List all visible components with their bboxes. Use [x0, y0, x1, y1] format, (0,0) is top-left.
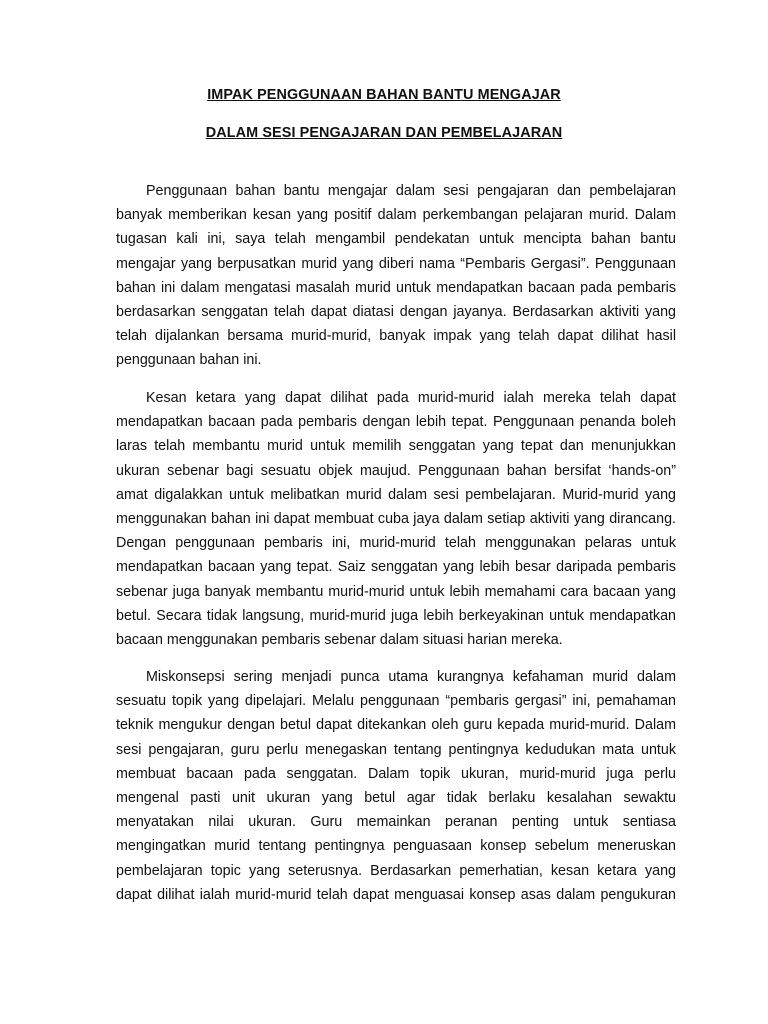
paragraph-line: amat digalakkan untuk melibatkan murid dalam sesi pembelajaran. Murid-murid yang	[116, 486, 676, 503]
paragraph-line: laras telah membantu murid untuk memilih senggatan yang tepat dan menunjukkan	[116, 438, 676, 455]
paragraph-line: mengingatkan murid tentang pentingnya penguasaan konsep sebelum meneruskan	[116, 838, 676, 855]
paragraph-3	[116, 665, 676, 907]
paragraph-line: betul. Secara tidak langsung, murid-murid juga lebih berkeyakinan untuk mendapatkan	[116, 607, 676, 624]
paragraph-line: mengajar yang berpusatkan murid yang diberi nama “Pembaris Gergasi”. Penggunaan	[116, 255, 676, 272]
paragraph-line: menyatakan nilai ukuran. Guru memainkan peranan penting untuk sentiasa	[116, 814, 676, 831]
paragraph-line: Kesan ketara yang dapat dilihat pada murid-murid ialah mereka telah dapat	[146, 390, 676, 406]
document-title-line-2: DALAM SESI PENGAJARAN DAN PEMBELAJARAN	[205, 125, 563, 141]
paragraph-line: teknik mengukur dengan betul dapat ditekankan oleh guru kepada murid-murid. Dalam	[116, 717, 676, 734]
paragraph-line: berdasarkan senggatan telah dapat diatasi dengan jayanya. Berdasarkan aktiviti yang	[116, 303, 676, 320]
paragraph-line: banyak memberikan kesan yang positif dalam perkembangan pelajaran murid. Dalam	[116, 207, 676, 224]
paragraph-line: sebenar juga banyak membantu murid-murid untuk lebih memahami cara bacaan yang	[116, 583, 676, 600]
paragraph-line: Penggunaan bahan bantu mengajar dalam sesi pengajaran dan pembelajaran	[146, 183, 676, 199]
paragraph-line: membuat bacaan pada senggatan. Dalam topik ukuran, murid-murid juga perlu	[116, 765, 676, 782]
paragraph-line: bahan ini dalam mengatasi masalah murid untuk mendapatkan bacaan pada pembaris	[116, 279, 676, 296]
paragraph-1	[116, 179, 676, 373]
paragraph-line: tugasan kali ini, saya telah mengambil pendekatan untuk mencipta bahan bantu	[116, 231, 676, 248]
paragraph-line: sesi pengajaran, guru perlu menegaskan tentang pentingnya kedudukan mata untuk	[116, 741, 676, 758]
paragraph-line: ukuran sebenar bagi sesuatu objek maujud. Penggunaan bahan bersifat ‘hands-on”	[116, 462, 676, 479]
paragraph-2	[116, 386, 676, 652]
paragraph-line: telah dijalankan bersama murid-murid, banyak impak yang telah dapat dilihat hasil	[116, 328, 676, 345]
paragraph-line: mendapatkan bacaan pada pembaris dengan lebih tepat. Penggunaan penanda boleh	[116, 414, 676, 431]
paragraph-line: mendapatkan bacaan yang tepat. Saiz senggatan yang lebih besar daripada pembaris	[116, 559, 676, 576]
paragraph-line: bacaan menggunakan pembaris sebenar dalam situasi harian mereka.	[116, 631, 563, 648]
paragraph-line: dapat dilihat ialah murid-murid telah dapat menguasai konsep asas dalam pengukuran	[116, 886, 676, 903]
paragraph-line: sesuatu topik yang dipelajari. Melalu penggunaan “pembaris gergasi” ini, pemahaman	[116, 693, 676, 710]
paragraph-line: pembelajaran topic yang seterusnya. Berdasarkan pemerhatian, kesan ketara yang	[116, 862, 676, 879]
paragraph-line: Dengan penggunaan pembaris ini, murid-murid telah menggunakan pelaras untuk	[116, 535, 676, 552]
paragraph-line: penggunaan bahan ini.	[116, 352, 262, 369]
paragraph-line: menggunakan bahan ini dapat membuat cuba jaya dalam setiap aktiviti yang dirancang.	[116, 510, 676, 527]
paragraph-line: mengenal pasti unit ukuran yang betul agar tidak berlaku kesalahan sewaktu	[116, 789, 676, 806]
paragraph-line: Miskonsepsi sering menjadi punca utama kurangnya kefahaman murid dalam	[146, 669, 676, 685]
document-title-line-1: IMPAK PENGGUNAAN BAHAN BANTU MENGAJAR	[207, 87, 561, 103]
